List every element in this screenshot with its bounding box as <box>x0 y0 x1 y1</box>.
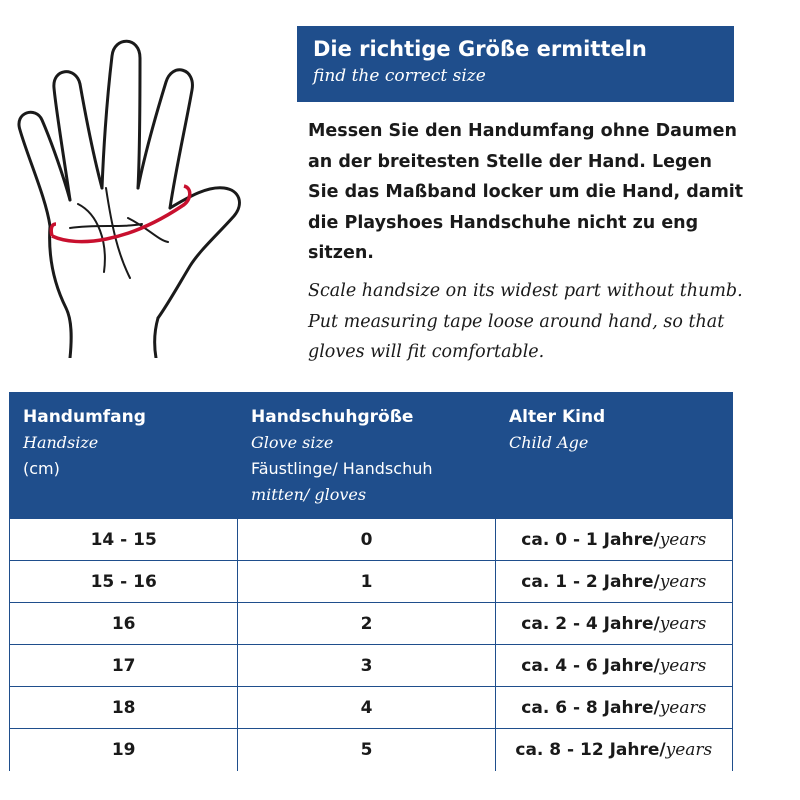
cell-glove-size: 0 <box>237 519 494 560</box>
age-german: ca. 2 - 4 Jahre/ <box>521 613 660 634</box>
age-german: ca. 6 - 8 Jahre/ <box>521 697 660 718</box>
page-subtitle: find the correct size <box>313 66 486 86</box>
cell-glove-size: 2 <box>237 603 494 644</box>
cell-glove-size: 3 <box>237 645 494 686</box>
cell-child-age <box>495 645 732 686</box>
size-table <box>9 392 733 771</box>
header-handsize <box>9 392 237 519</box>
cell-child-age <box>495 519 732 560</box>
age-english: years <box>659 529 707 550</box>
age-german: ca. 0 - 1 Jahre/ <box>521 529 660 550</box>
header-glove-size <box>237 392 495 519</box>
cell-handsize: 18 <box>111 697 136 718</box>
header-label: Handschuhgröße <box>251 407 414 427</box>
hand-measurement-icon <box>8 28 298 358</box>
header-label-en: Glove size <box>251 433 334 452</box>
table-row <box>10 561 732 603</box>
age-german: ca. 1 - 2 Jahre/ <box>521 571 660 592</box>
table-row <box>10 519 732 561</box>
age-english: years <box>659 613 707 634</box>
cell-handsize: 14 - 15 <box>90 529 157 550</box>
header-extra-en: mitten/ gloves <box>251 485 367 504</box>
age-german: ca. 4 - 6 Jahre/ <box>521 655 660 676</box>
age-english: years <box>665 740 713 760</box>
header-label: Alter Kind <box>509 407 606 427</box>
table-row <box>10 687 732 729</box>
cell-child-age <box>495 687 732 728</box>
cell-child-age <box>495 729 732 771</box>
instructions-german: Messen Sie den Handumfang ohne Daumen an der breitesten Stelle der Hand. Legen Sie das Maßband locker um die Hand, damit die Playshoes Handschuhe nicht zu eng sitzen. <box>308 121 744 263</box>
instructions-english: Scale handsize on its widest part without thumb. Put measuring tape loose around hand, so that gloves will fit comfortable. <box>308 281 743 362</box>
cell-handsize: 16 <box>111 613 136 634</box>
header-unit: (cm) <box>23 459 60 478</box>
header-child-age <box>495 392 733 519</box>
table-header <box>9 392 733 519</box>
age-german: ca. 8 - 12 Jahre/ <box>515 740 666 760</box>
cell-glove-size: 1 <box>237 561 494 602</box>
header-label-en: Handsize <box>23 433 99 452</box>
cell-glove-size: 4 <box>237 687 494 728</box>
table-row <box>10 603 732 645</box>
table-row <box>10 729 732 771</box>
age-english: years <box>659 655 707 676</box>
header-label: Handumfang <box>23 407 146 427</box>
cell-child-age <box>495 561 732 602</box>
header-extra: Fäustlinge/ Handschuh <box>251 459 433 478</box>
table-body <box>9 519 733 771</box>
cell-handsize: 19 <box>111 740 136 760</box>
cell-handsize: 15 - 16 <box>90 571 157 592</box>
cell-glove-size: 5 <box>237 729 494 771</box>
title-banner <box>297 26 734 102</box>
cell-handsize: 17 <box>111 655 136 676</box>
header-label-en: Child Age <box>509 433 589 452</box>
page-title: Die richtige Größe ermitteln <box>313 37 647 61</box>
cell-child-age <box>495 603 732 644</box>
age-english: years <box>659 697 707 718</box>
age-english: years <box>659 571 707 592</box>
table-row <box>10 645 732 687</box>
